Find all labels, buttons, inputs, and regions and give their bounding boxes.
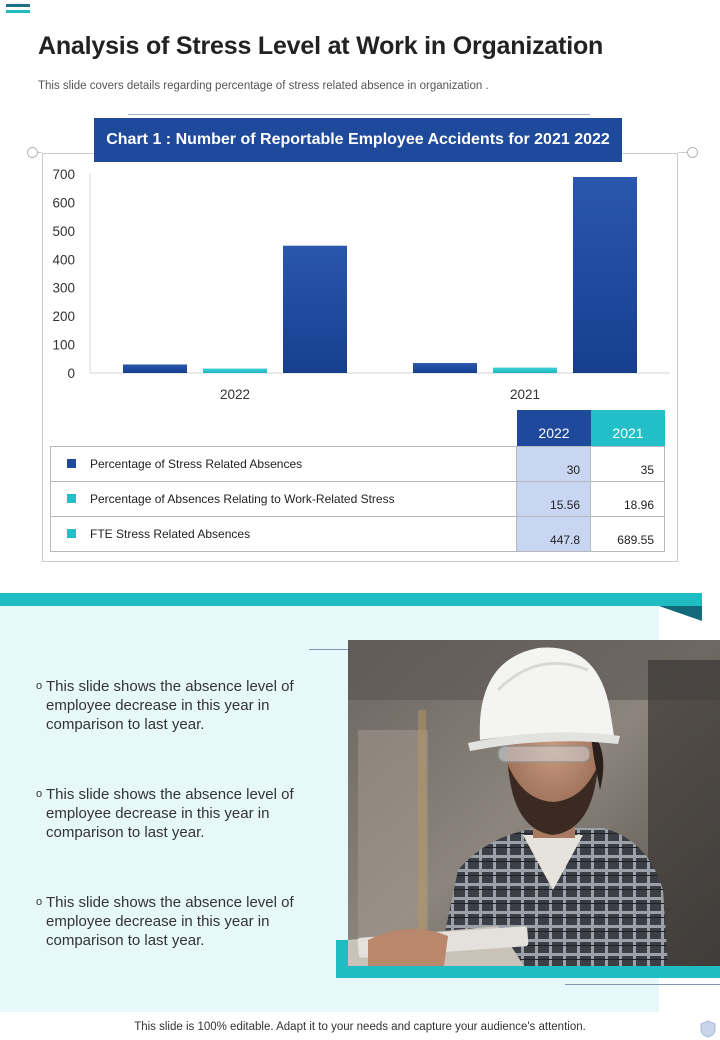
bar-2021-series-2 [493, 368, 557, 373]
page-title: Analysis of Stress Level at Work in Organization [38, 32, 604, 60]
table-cell-2021: 18.96 [591, 482, 665, 517]
legend-swatch-icon [67, 494, 76, 503]
worker-photo [348, 640, 720, 966]
bar-2021-series-3 [573, 177, 637, 373]
y-tick-label: 400 [52, 252, 75, 268]
y-tick-label: 0 [67, 366, 75, 381]
bullet-item [36, 893, 326, 950]
y-tick-label: 200 [52, 309, 75, 325]
table-row-label-cell [51, 517, 517, 552]
chart-title-banner: Chart 1 : Number of Reportable Employee Accidents for 2021 2022 [94, 118, 622, 162]
table-cell-2022: 15.56 [517, 482, 591, 517]
menu-icon [6, 4, 30, 16]
footer-text: This slide is 100% editable. Adapt it to your needs and capture your audience's attention. [134, 1021, 586, 1033]
bar-2022-series-3 [283, 246, 347, 373]
table-header-2021: 2021 [591, 410, 665, 446]
table-cell-2021: 689.55 [591, 517, 665, 552]
table-row-label: Percentage of Absences Relating to Work-Related Stress [90, 492, 395, 506]
connector-dot-left [27, 147, 38, 158]
table-row [51, 447, 665, 482]
x-category-label: 2022 [219, 387, 251, 402]
data-table [50, 446, 665, 552]
bullet-item [36, 785, 326, 842]
y-tick-label: 100 [52, 337, 75, 353]
table-cell-2022: 30 [517, 447, 591, 482]
bottom-divider [565, 984, 720, 985]
y-tick-label: 300 [52, 280, 75, 296]
page-subtitle: This slide covers details regarding percentage of stress related absence in organization . [38, 80, 489, 92]
table-header-2022: 2022 [517, 410, 591, 446]
y-tick-label: 600 [52, 195, 75, 211]
table-cell-2022: 447.8 [517, 517, 591, 552]
dark-corner-tab [659, 606, 702, 621]
x-category-label: 2021 [509, 387, 541, 402]
shield-icon [700, 1020, 716, 1038]
table-row [51, 482, 665, 517]
table-row-label-cell [51, 482, 517, 517]
table-row [51, 517, 665, 552]
legend-swatch-icon [67, 459, 76, 468]
table-row-label-cell [51, 447, 517, 482]
table-row-label: Percentage of Stress Related Absences [90, 457, 303, 471]
bullet-text: This slide shows the absence level of employee decrease in this year in comparison to last year. [46, 894, 294, 949]
bullet-item [36, 677, 326, 734]
legend-swatch-icon [67, 529, 76, 538]
bar-chart [43, 154, 679, 409]
bullet-marker: o [36, 680, 43, 692]
connector-dot-right [687, 147, 698, 158]
chart-frame [42, 153, 678, 562]
bullet-text: This slide shows the absence level of employee decrease in this year in comparison to last year. [46, 786, 294, 841]
table-row-label: FTE Stress Related Absences [90, 527, 251, 541]
bullet-marker: o [36, 788, 43, 800]
title-divider [128, 114, 590, 115]
worker-photo-illustration [348, 640, 720, 966]
table-cell-2021: 35 [591, 447, 665, 482]
bar-2022-series-2 [203, 369, 267, 373]
bullet-marker: o [36, 896, 43, 908]
bullet-text: This slide shows the absence level of employee decrease in this year in comparison to last year. [46, 678, 294, 733]
y-tick-label: 700 [52, 167, 75, 182]
bar-2022-series-1 [123, 364, 187, 373]
bar-2021-series-1 [413, 363, 477, 373]
teal-band [0, 593, 702, 606]
y-tick-label: 500 [52, 223, 75, 239]
